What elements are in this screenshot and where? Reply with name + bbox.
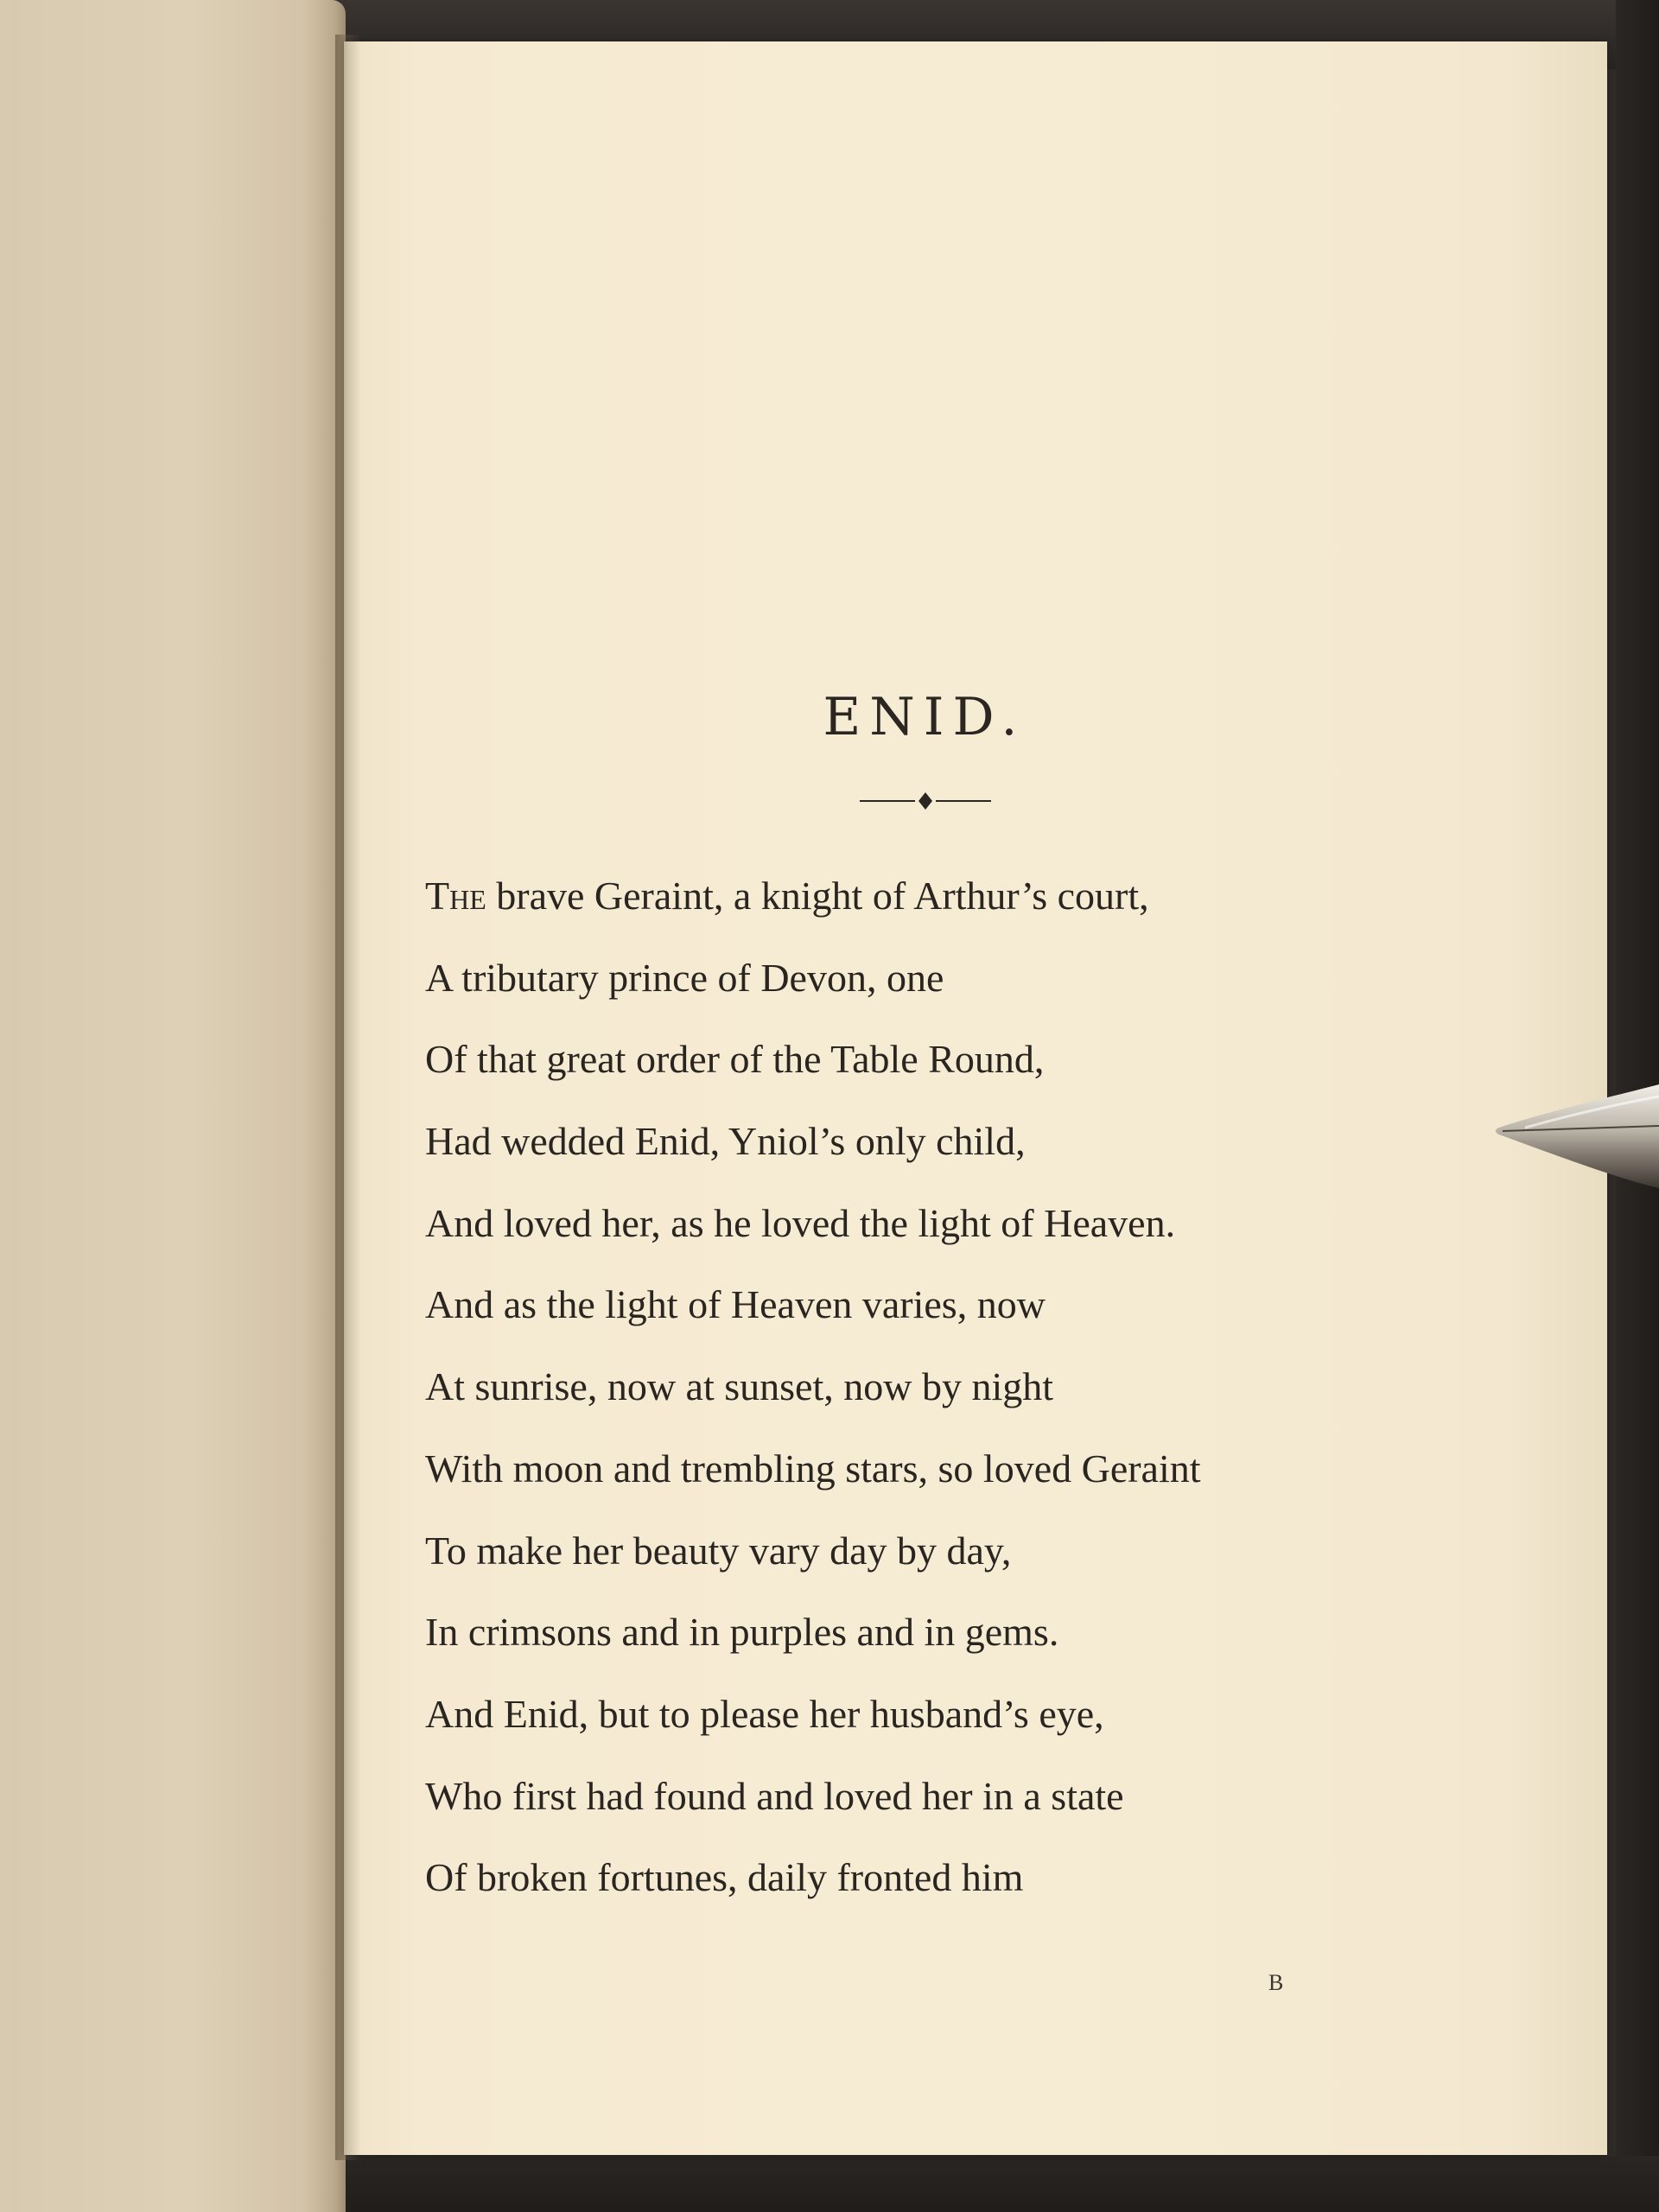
poem-line: Who first had found and loved her in a state [425,1773,1124,1818]
poem-line [425,855,1548,938]
poem-line: Of broken fortunes, daily fronted him [425,1855,1024,1900]
poem-line: At sunrise, now at sunset, now by night [425,1364,1054,1409]
first-line-rest: brave Geraint, a knight of Arthur’s court, [486,874,1149,918]
page-title: ENID. [823,687,1027,747]
poem-line: With moon and trembling stars, so loved Geraint [425,1446,1201,1491]
poem-line: Had wedded Enid, Yniol’s only child, [425,1119,1026,1164]
poem-line: To make her beauty vary day by day, [425,1528,1012,1573]
poem-line: And Enid, but to please her husband’s eye, [425,1691,1104,1736]
poem-line: Of that great order of the Table Round, [425,1037,1045,1082]
poem-line: A tributary prince of Devon, one [425,955,944,1000]
poem-line: And as the light of Heaven varies, now [425,1282,1046,1327]
signature-mark: B [1268,1970,1284,1995]
first-word-small-caps: The [425,874,486,918]
poem-line: And loved her, as he loved the light of Heaven. [425,1200,1176,1245]
poem-text [425,855,1548,1919]
book-gutter-shadow [335,35,361,2160]
left-page [0,0,346,2212]
pen-nib-icon [1491,1084,1659,1197]
diamond-rule-ornament-icon [860,790,991,812]
poem-line: In crimsons and in purples and in gems. [425,1610,1059,1655]
